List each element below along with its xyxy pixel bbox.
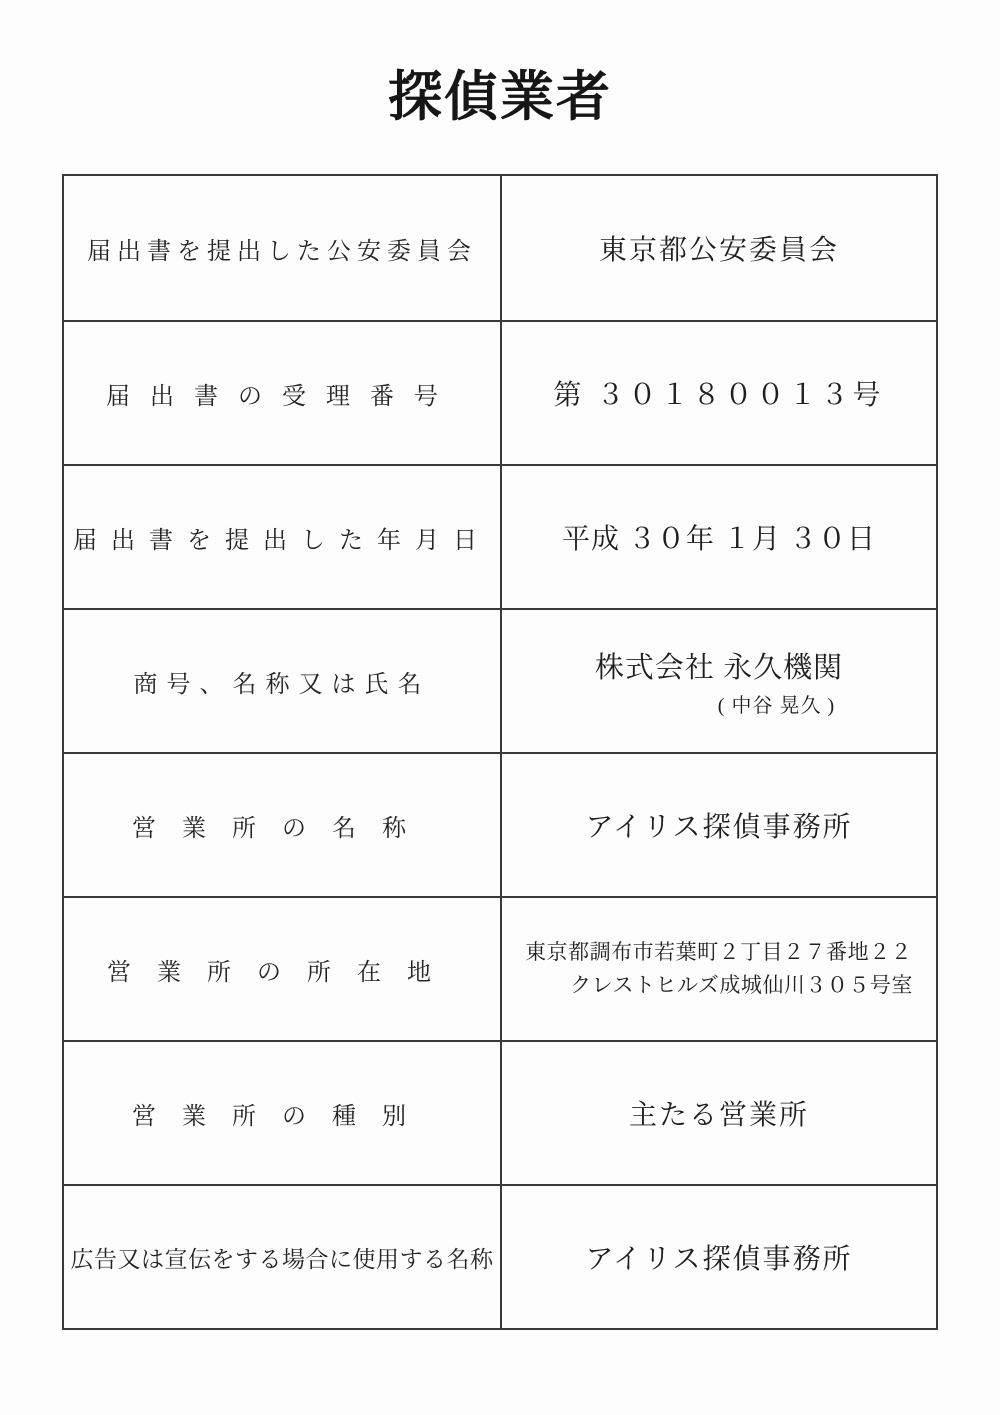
row-label: 広告又は宣伝をする場合に使用する名称 [64,1186,502,1328]
row-label: 届出書を提出した年月日 [64,466,502,608]
row-label: 届出書の受理番号 [64,322,502,464]
row-value: 平成 ３０年 １月 ３０日 [561,524,876,555]
row-value: アイリス探偵事務所 [585,1244,853,1275]
table-row-police-commission [64,176,936,320]
company-name-block [595,645,843,718]
page-title: 探偵業者 [388,67,612,127]
table-row-submission-date [64,464,936,608]
registry-table [62,174,938,1330]
row-value: 東京都公安委員会 [598,235,839,266]
row-value [502,610,936,752]
company-name: 株式会社 永久機関 [594,651,844,684]
table-row-trade-name [64,608,936,752]
address-line-2: クレストヒルズ成城仙川３０５号室 [570,973,913,997]
table-row-office-type [64,1040,936,1184]
representative-name: ( 中谷 晃久 ) [717,694,836,717]
address-line-1: 東京都調布市若葉町２丁目２７番地２２ [525,940,913,965]
row-label: 営業所の所在地 [64,898,502,1040]
row-label: 営業所の種別 [64,1042,502,1184]
row-value: 主たる営業所 [628,1100,809,1131]
table-row-acceptance-number [64,320,936,464]
table-row-advertising-name [64,1184,936,1328]
table-row-office-name [64,752,936,896]
table-row-office-address [64,896,936,1040]
row-value: アイリス探偵事務所 [585,812,853,843]
row-label: 商号、名称又は氏名 [64,610,502,752]
row-label: 営業所の名称 [64,754,502,896]
address-block [525,936,913,1001]
row-label: 届出書を提出した公安委員会 [64,176,502,320]
row-value: 第 ３０１８００１３号 [553,380,885,411]
row-value [502,898,936,1040]
